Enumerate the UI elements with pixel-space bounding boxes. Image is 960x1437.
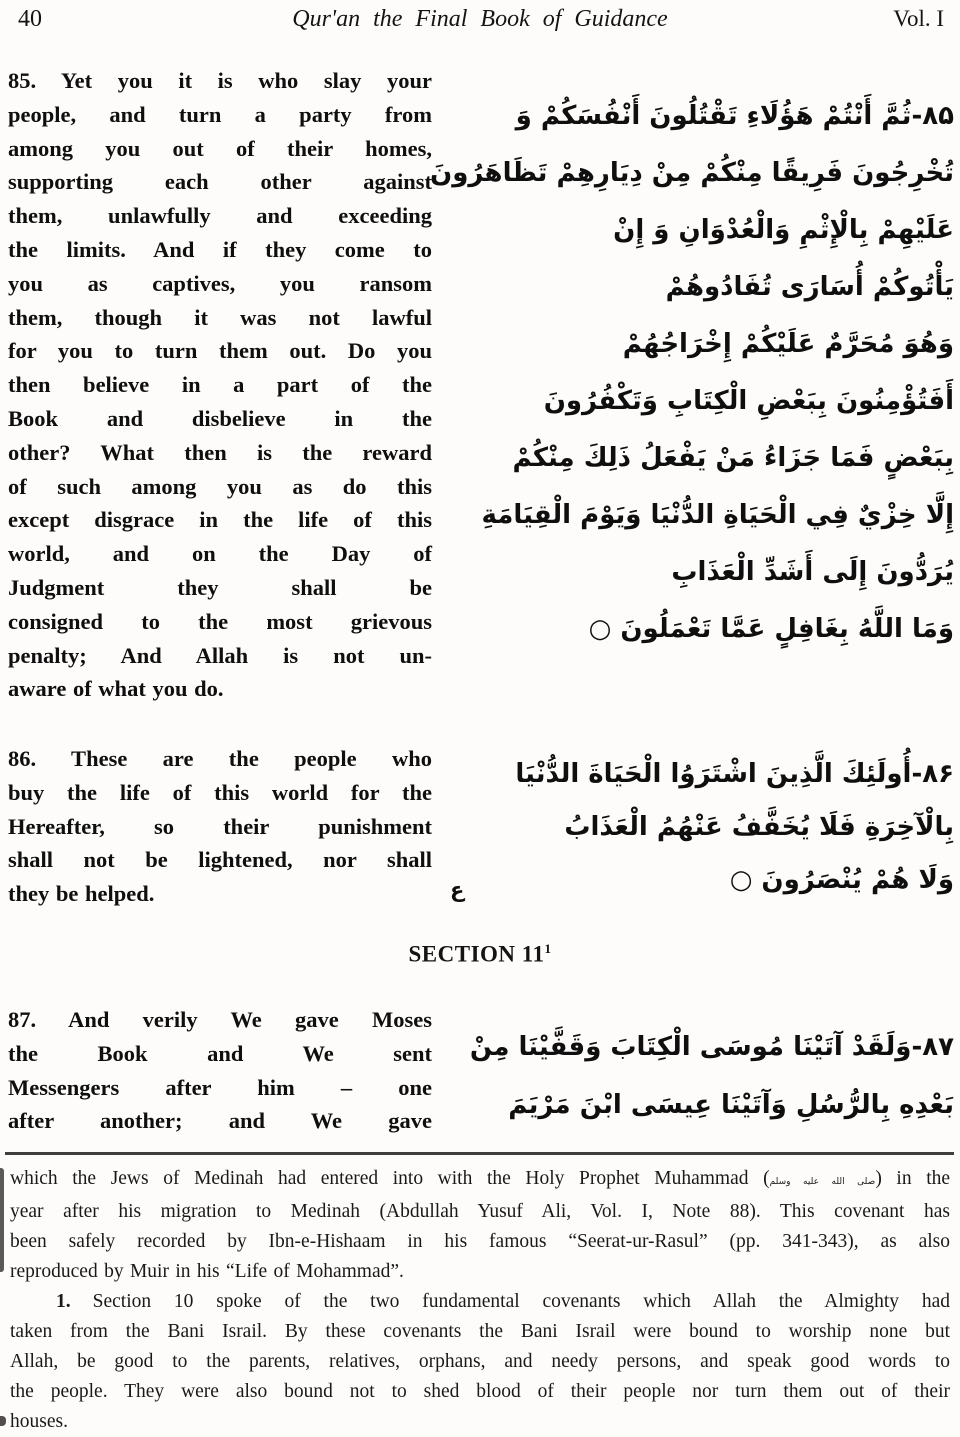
arabic-line: بَعْدِهِ بِالرُّسُلِ وَآتَيْنَا عِيسَى ابْنَ مَرْيَمَ <box>508 1090 954 1120</box>
english-line: they be helped. <box>8 881 155 907</box>
footnote-line: the people. They were also bound not to shed blood of their people nor turn them out of their <box>10 1381 950 1402</box>
english-line: 85. Yet you it is who slay your <box>8 68 432 93</box>
english-line: you as captives, you ransom <box>8 270 432 296</box>
arabic-line: يُرَدُّونَ إِلَى أَشَدِّ الْعَذَابِ <box>671 557 954 587</box>
verse-85-english <box>8 64 432 706</box>
arabic-line: أَفَتُؤْمِنُونَ بِبَعْضِ الْكِتَابِ وَتَكْفُرُونَ <box>543 386 954 416</box>
english-line: other? What then is the reward <box>8 439 432 465</box>
arabic-line: ۸۶-أُولَئِكَ الَّذِينَ اشْتَرَوُا الْحَيَاةَ الدُّنْيَا <box>515 759 954 789</box>
footnote-line: taken from the Bani Israil. By these covenants the Bani Israil were bound to worship none but <box>10 1321 950 1342</box>
section-heading <box>0 941 960 968</box>
footnote-text: ) in the <box>875 1168 951 1189</box>
arabic-line: ۸۷-وَلَقَدْ آتَيْنَا مُوسَى الْكِتَابَ وَقَفَّيْنَا مِنْ <box>469 1032 954 1062</box>
footnote-line: reproduced by Muir in his “Life of Mohammad”. <box>10 1261 404 1282</box>
footnote-line: been safely recorded by Ibn-e-Hishaam in his famous “Seerat-ur-Rasul” (pp. 341-343), as also <box>10 1231 950 1252</box>
english-line: Judgment they shall be <box>8 574 432 600</box>
english-line: supporting each other against <box>8 169 432 195</box>
arabic-line: بِبَعْضٍ فَمَا جَزَاءُ مَنْ يَفْعَلُ ذَلِكَ مِنْكُمْ <box>512 443 954 473</box>
verse-87-arabic <box>446 1018 954 1134</box>
footnote <box>10 1164 950 1437</box>
book-title: Qur'an the Final Book of Guidance <box>292 6 668 32</box>
honorific-saw-mark: صلى الله عليه وسلم <box>769 1177 876 1187</box>
english-line: them, though it was not lawful <box>8 304 432 330</box>
arabic-line: يَأْتُوكُمْ أُسَارَى تُفَادُوهُمْ <box>665 272 954 302</box>
english-line: of such among you as do this <box>8 473 432 499</box>
english-line: world, and on the Day of <box>8 541 432 567</box>
footnote-text: which the Jews of Medinah had entered into with the Holy Prophet Muhammad ( <box>10 1168 770 1189</box>
arabic-line: عَلَيْهِمْ بِالْإِثْمِ وَالْعُدْوَانِ وَ إِنْ <box>613 215 954 245</box>
arabic-line: وَمَا اللَّهُ بِغَافِلٍ عَمَّا تَعْمَلُونَ ○ <box>588 614 954 644</box>
english-line: except disgrace in the life of this <box>8 507 432 533</box>
english-line: 86. These are the people who <box>8 746 432 771</box>
arabic-line: ۸۵-ثُمَّ أَنْتُمْ هَؤُلَاءِ تَقْتُلُونَ أَنْفُسَكُمْ وَ <box>515 101 954 131</box>
arabic-line: تُخْرِجُونَ فَرِيقًا مِنْكُمْ مِنْ دِيَارِهِمْ تَظَاهَرُونَ <box>430 158 954 188</box>
english-line: consigned to the most grievous <box>8 608 432 634</box>
footnote-line: Allah, be good to the parents, relatives, orphans, and needy persons, and speak good words to <box>10 1351 950 1372</box>
footnote-line <box>10 1164 950 1197</box>
section-heading-label: SECTION 11 <box>408 941 545 967</box>
english-line: for you to turn them out. Do you <box>8 338 432 364</box>
english-line: shall not be lightened, nor shall <box>8 847 432 873</box>
english-line: 87. And verily We gave Moses <box>8 1007 432 1032</box>
scan-artifact <box>0 1416 6 1426</box>
footnote-line: year after his migration to Medinah (Abdullah Yusuf Ali, Vol. I, Note 88). This covenant has <box>10 1201 950 1222</box>
english-line: Hereafter, so their punishment <box>8 813 432 839</box>
arabic-line: وَهُوَ مُحَرَّمٌ عَلَيْكُمْ إِخْرَاجُهُمْ <box>622 329 954 359</box>
english-line: Messengers after him – one <box>8 1074 432 1100</box>
verse-87-english <box>8 1003 432 1138</box>
footnote-separator <box>5 1152 954 1155</box>
footnote-line <box>10 1287 950 1317</box>
english-line: after another; and We gave <box>8 1108 432 1134</box>
english-line: among you out of their homes, <box>8 135 432 161</box>
volume-label: Vol. I <box>893 6 944 31</box>
english-line: then believe in a part of the <box>8 372 432 398</box>
english-line: the Book and We sent <box>8 1040 432 1066</box>
verse-85-arabic <box>430 88 954 658</box>
english-line: Book and disbelieve in the <box>8 405 432 431</box>
arabic-line: بِالْآخِرَةِ فَلَا يُخَفَّفُ عَنْهُمُ الْعَذَابُ <box>564 812 954 842</box>
english-line: aware of what you do. <box>8 676 224 702</box>
arabic-line: وَلَا هُمْ يُنْصَرُونَ ○ <box>729 865 954 895</box>
scan-artifact <box>0 1168 4 1272</box>
english-line: penalty; And Allah is not un- <box>8 642 432 668</box>
footnote-text: Section 10 spoke of the two fundamental covenants which Allah the Almighty had <box>92 1291 950 1312</box>
english-line: the limits. And if they come to <box>8 236 432 262</box>
verse-86-english <box>8 742 432 911</box>
footnote-number: 1. <box>56 1291 71 1312</box>
english-line: them, unlawfully and exceeding <box>8 203 432 229</box>
footnote-reference: 1 <box>544 941 552 956</box>
english-line: people, and turn a party from <box>8 101 432 127</box>
footnote-line: houses. <box>10 1411 68 1432</box>
english-line: buy the life of this world for the <box>8 779 432 805</box>
ruku-marker: ع <box>450 878 465 902</box>
arabic-line: إِلَّا خِزْيٌ فِي الْحَيَاةِ الدُّنْيَا وَيَوْمَ الْقِيَامَةِ <box>481 500 954 530</box>
verse-86-arabic <box>446 748 954 907</box>
page-number: 40 <box>18 6 42 32</box>
